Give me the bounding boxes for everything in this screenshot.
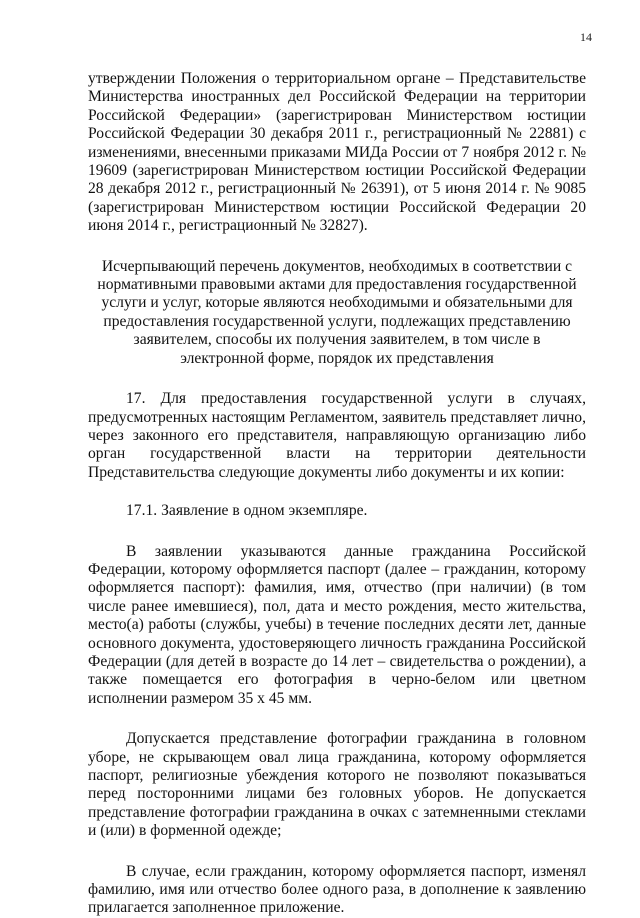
paragraph-17: 17. Для предоставления государственной услуги в случаях, предусмотренных настоящим Регламентом, заявитель представляет лично, через законного его представителя, направляющую организацию либо орган государственной власти на территории деятельности Представительства следующие документы либо документы и их копии: — [88, 390, 586, 481]
paragraph-continuation: утверждении Положения о территориальном органе – Представительстве Министерства иностранных дел Российской Федерации на территории Российской Федерации» (зарегистрирован Министерством юстиции Российской Федерации 30 декабря 2011 г., регистрационный № 22881) с изменениями, внесенными приказами МИДа России от 7 ноября 2012 г. № 19609 (зарегистрирован Министерством юстиции Российской Федерации 28 декабря 2012 г., регистрационный № 26391), от 5 июня 2014 г. № 9085 (зарегистрирован Министерством юстиции Российской Федерации 20 июня 2014 г., регистрационный № 32827). — [88, 70, 586, 235]
paragraph-application-data: В заявлении указываются данные гражданина Российской Федерации, которому оформляется паспорт (далее – гражданин, которому оформляется паспорт): фамилия, имя, отчество (при наличии) (в том числе ранее имевшиеся), пол, дата и место рождения, место жительства, место(а) работы (службы, учебы) в течение последних десяти лет, данные основного документа, удостоверяющего личность гражданина Российской Федерации (для детей в возрасте до 14 лет – свидетельства о рождении), а также помещается его фотография в черно-белом или цветном исполнении размером 35 х 45 мм. — [88, 542, 586, 707]
page-number: 14 — [580, 30, 592, 44]
document-body — [88, 70, 586, 918]
paragraph-name-change: В случае, если гражданин, которому оформляется паспорт, изменял фамилию, имя или отчество более одного раза, в дополнение к заявлению прилагается заполненное приложение. — [88, 862, 586, 917]
paragraph-17-1: 17.1. Заявление в одном экземпляре. — [126, 502, 368, 520]
section-heading: Исчерпывающий перечень документов, необходимых в соответствии с нормативными правовыми актами для предоставления государственной услуги и услуг, которые являются необходимыми и обязательными для предоставления государственной услуги, подлежащих представлению заявителем, способы их получения заявителем, в том числе в электронной форме, порядок их представления — [97, 257, 577, 367]
paragraph-photo-rules: Допускается представление фотографии гражданина в головном уборе, не скрывающем овал лица гражданина, которому оформляется паспорт, религиозные убеждения которого не позволяют показываться перед посторонними лицами без головных уборов. Не допускается представление фотографии гражданина в очках с затемненными стеклами и (или) в форменной одежде; — [88, 730, 586, 840]
